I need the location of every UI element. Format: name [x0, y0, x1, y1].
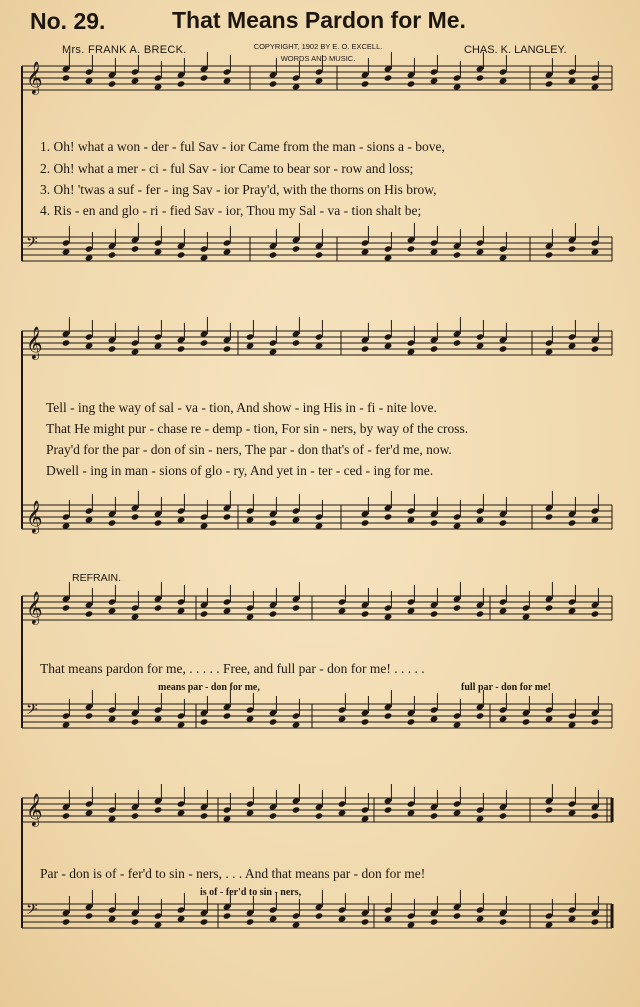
notehead [591, 610, 600, 617]
refrain-line-2: Par - don is of - fer'd to sin - ners, . . . And that means par - don for me! [40, 866, 426, 881]
notehead [200, 610, 209, 617]
notehead [154, 519, 163, 526]
hymn-title: That Means Pardon for Me. [172, 7, 466, 33]
notehead [246, 918, 255, 925]
notehead [430, 812, 439, 819]
notehead [499, 918, 508, 925]
notehead [476, 712, 485, 719]
treble-clef: 𝄞 [26, 326, 43, 359]
notehead [108, 519, 117, 526]
notehead [200, 918, 209, 925]
notehead [131, 918, 140, 925]
notehead [108, 345, 117, 352]
refrain-label: REFRAIN. [72, 572, 122, 584]
notehead [453, 604, 462, 611]
notehead [430, 345, 439, 352]
refrain-echo-2: is of - fer'd to sin - ners, [200, 887, 302, 898]
notehead [200, 812, 209, 819]
verse-4-line-2: Dwell - ing in man - sions of glo - ry, And yet in - ter - ced - ing for me. [46, 463, 434, 478]
notehead [499, 812, 508, 819]
notehead [223, 513, 232, 520]
verse-1-line-2: Tell - ing the way of sal - va - tion, And show - ing His in - fi - nite love. [46, 400, 437, 415]
notehead [315, 912, 324, 919]
notehead [131, 245, 140, 252]
notehead [545, 806, 554, 813]
notehead [85, 712, 94, 719]
notehead [62, 604, 71, 611]
notehead [223, 345, 232, 352]
notehead [453, 251, 462, 258]
verse-3-line-1: 3. Oh! 'twas a suf - fer - ing Sav - ior Pray'd, with the thorns on His brow, [40, 182, 437, 197]
notehead [384, 806, 393, 813]
notehead [476, 74, 485, 81]
verse-2-line-1: 2. Oh! what a mer - ci - ful Sav - ior Came to bear sor - row and loss; [40, 161, 414, 176]
notehead [269, 610, 278, 617]
notehead [131, 718, 140, 725]
notehead [384, 74, 393, 81]
notehead [407, 80, 416, 87]
notehead [568, 245, 577, 252]
notehead [545, 604, 554, 611]
bass-clef: 𝄢 [26, 234, 38, 255]
verse-1-line-1: 1. Oh! what a won - der - ful Sav - ior Came from the man - sions a - bove, [40, 139, 445, 154]
notehead [131, 812, 140, 819]
verse-3-line-2: Pray'd for the par - don of sin - ners, The par - don that's of - fer'd me, now. [46, 442, 452, 457]
notehead [361, 345, 370, 352]
notehead [85, 610, 94, 617]
notehead [591, 345, 600, 352]
notehead [476, 610, 485, 617]
treble-clef: 𝄞 [26, 500, 43, 533]
notehead [315, 251, 324, 258]
notehead [315, 812, 324, 819]
notehead [292, 806, 301, 813]
notehead [545, 251, 554, 258]
notehead [384, 513, 393, 520]
notehead [223, 712, 232, 719]
notehead [545, 80, 554, 87]
refrain-line-1: That means pardon for me, . . . . . Free, and full par - don for me! . . . . . [40, 661, 425, 676]
treble-clef: 𝄞 [26, 591, 43, 624]
notehead [154, 806, 163, 813]
notehead [384, 712, 393, 719]
notehead [361, 718, 370, 725]
notehead [200, 718, 209, 725]
treble-clef: 𝄞 [26, 61, 43, 94]
notehead [568, 519, 577, 526]
notehead [591, 812, 600, 819]
notehead [177, 80, 186, 87]
notehead [269, 251, 278, 258]
notehead [62, 918, 71, 925]
notehead [269, 519, 278, 526]
notehead [453, 912, 462, 919]
notehead [269, 812, 278, 819]
refrain-echo-1b: full par - don for me! [461, 682, 551, 693]
bass-clef: 𝄢 [26, 701, 38, 722]
notehead [62, 812, 71, 819]
notehead [361, 610, 370, 617]
refrain-echo-1a: means par - don for me, [158, 682, 260, 693]
notehead [407, 718, 416, 725]
hymn-number: No. 29. [30, 8, 106, 34]
notehead [361, 519, 370, 526]
notehead [407, 245, 416, 252]
notehead [108, 80, 117, 87]
notehead [430, 918, 439, 925]
copyright-line-2: WORDS AND MUSIC. [280, 54, 356, 63]
notehead [430, 610, 439, 617]
notehead [200, 339, 209, 346]
notehead [453, 339, 462, 346]
notehead [292, 339, 301, 346]
notehead [223, 912, 232, 919]
notehead [269, 718, 278, 725]
notehead [545, 513, 554, 520]
notehead [131, 513, 140, 520]
copyright-line-1: COPYRIGHT, 1902 BY E. O. EXCELL. [253, 42, 383, 51]
verse-2-line-2: That He might pur - chase re - demp - tion, For sin - ners, by way of the cross. [46, 421, 469, 436]
notehead [200, 74, 209, 81]
notehead [108, 251, 117, 258]
notehead [591, 718, 600, 725]
treble-clef: 𝄞 [26, 793, 43, 826]
notehead [62, 74, 71, 81]
notehead [292, 604, 301, 611]
notehead [85, 912, 94, 919]
notehead [154, 604, 163, 611]
notehead [177, 251, 186, 258]
notehead [361, 80, 370, 87]
bass-clef: 𝄢 [26, 901, 38, 922]
lyricist-credit: Mrs. FRANK A. BRECK. [62, 44, 187, 56]
notehead [499, 519, 508, 526]
composer-credit: CHAS. K. LANGLEY. [464, 44, 567, 56]
notehead [499, 345, 508, 352]
notehead [292, 245, 301, 252]
notehead [522, 718, 531, 725]
notehead [591, 918, 600, 925]
notehead [361, 918, 370, 925]
verse-4-line-1: 4. Ris - en and glo - ri - fied Sav - ior, Thou my Sal - va - tion shalt be; [40, 203, 422, 218]
notehead [269, 80, 278, 87]
notehead [177, 345, 186, 352]
notehead [430, 519, 439, 526]
notehead [62, 339, 71, 346]
